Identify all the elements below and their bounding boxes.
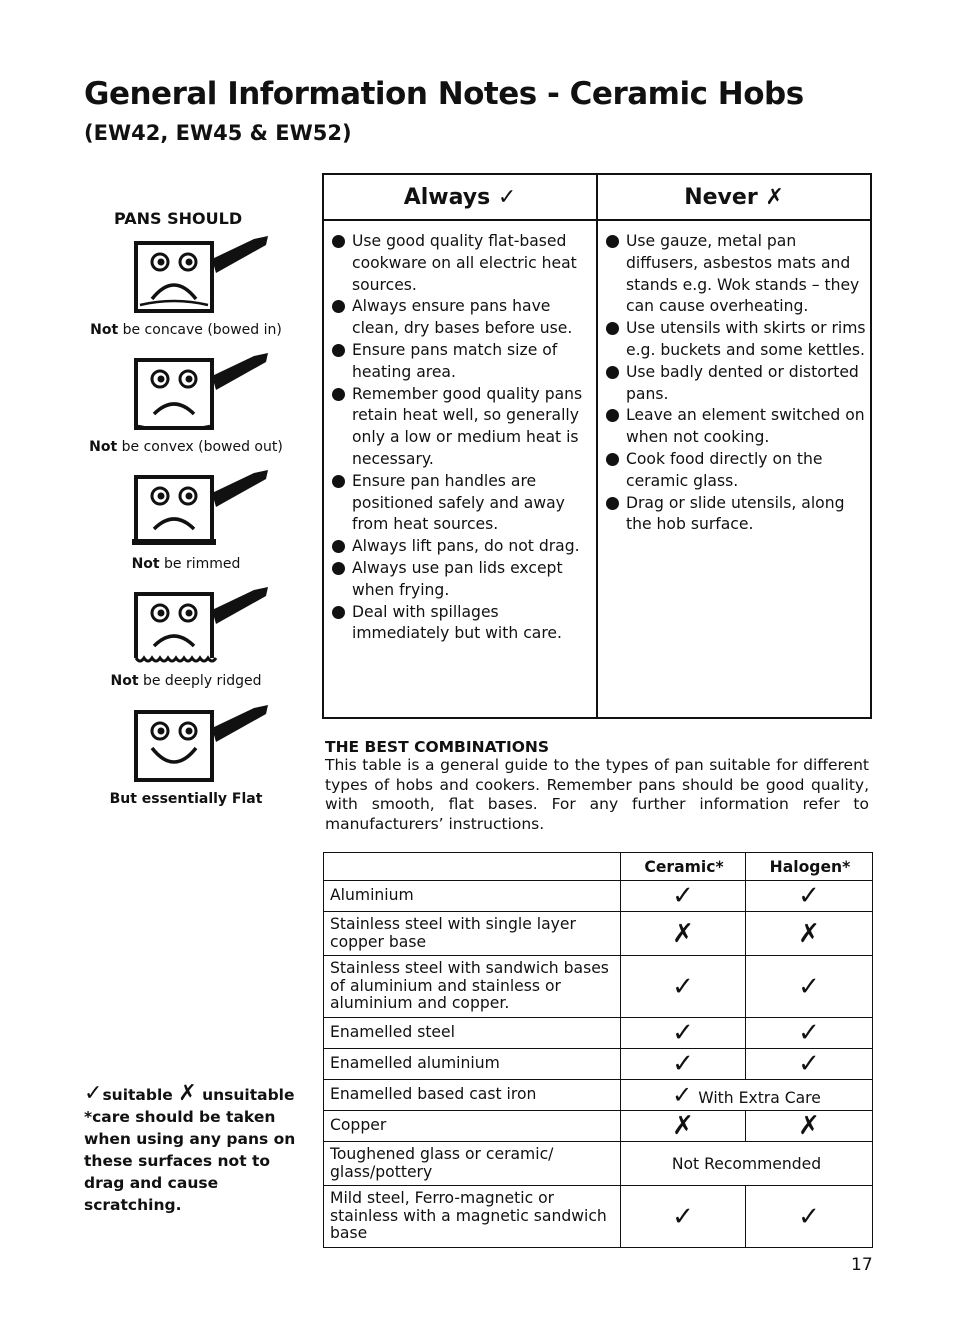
never-header: Never ✗ (597, 174, 871, 220)
table-row: Enamelled steel ✓ ✓ (324, 1018, 873, 1049)
check-icon: ✓ (746, 956, 873, 1018)
pan-caption: Not be deeply ridged (110, 673, 262, 689)
never-item: Drag or slide utensils, along the hob surface. (606, 493, 866, 537)
header-ceramic: Ceramic* (621, 853, 746, 881)
legend-note: *care should be taken when using any pans on these surfaces not to drag and cause scratching. (84, 1108, 296, 1214)
check-icon: ✓ (746, 1018, 873, 1049)
not-recommended: Not Recommended (621, 1142, 873, 1186)
never-item: Use utensils with skirts or rims e.g. buckets and some kettles. (606, 318, 866, 362)
page-subtitle: (EW42, EW45 & EW52) (84, 121, 352, 145)
check-icon: ✓ (621, 1186, 746, 1248)
always-item: Ensure pan handles are positioned safely and away from heat sources. (332, 471, 592, 536)
header-halogen: Halogen* (746, 853, 873, 881)
header-blank (324, 853, 621, 881)
table-row: Enamelled aluminium ✓ ✓ (324, 1049, 873, 1080)
cross-icon: ✗ (178, 1081, 197, 1106)
check-icon: ✓ (746, 1049, 873, 1080)
with-extra-care: ✓ With Extra Care (621, 1080, 873, 1111)
pan-caption: Not be concave (bowed in) (90, 322, 282, 338)
convex-pan-icon (132, 350, 268, 430)
never-item: Cook food directly on the ceramic glass. (606, 449, 866, 493)
table-row: Stainless steel with sandwich bases of aluminium and stainless or aluminium and copper. ✓ ✓ (324, 956, 873, 1018)
pan-caption: Not be convex (bowed out) (89, 439, 283, 455)
always-item: Deal with spillages immediately but with care. (332, 602, 592, 646)
table-row: Copper ✗ ✗ (324, 1111, 873, 1142)
pans-heading: PANS SHOULD (114, 209, 243, 228)
pan-suitability-table (323, 852, 873, 1248)
happy-pan-icon (132, 702, 268, 782)
check-icon: ✓ (746, 881, 873, 912)
check-icon: ✓ (621, 881, 746, 912)
table-row: Enamelled based cast iron ✓ With Extra Care (324, 1080, 873, 1111)
table-row: Mild steel, Ferro-magnetic or stainless with a magnetic sandwich base ✓ ✓ (324, 1186, 873, 1248)
always-item: Always ensure pans have clean, dry bases before use. (332, 296, 592, 340)
page-title: General Information Notes - Ceramic Hobs (84, 76, 804, 112)
rimmed-pan-icon (132, 467, 268, 547)
always-item: Remember good quality pans retain heat well, so generally only a low or medium heat is necessary. (332, 384, 592, 471)
concave-pan-icon (132, 233, 268, 313)
pan-caption: But essentially Flat (109, 791, 263, 807)
check-icon: ✓ (621, 956, 746, 1018)
best-combinations (325, 738, 869, 834)
always-never-table (322, 173, 872, 719)
check-icon: ✓ (621, 1018, 746, 1049)
always-item: Use good quality flat-based cookware on all electric heat sources. (332, 231, 592, 296)
always-column (323, 220, 597, 718)
never-item: Use badly dented or distorted pans. (606, 362, 866, 406)
never-item: Leave an element switched on when not cooking. (606, 405, 866, 449)
always-item: Ensure pans match size of heating area. (332, 340, 592, 384)
always-item: Always use pan lids except when frying. (332, 558, 592, 602)
page-number: 17 (851, 1255, 873, 1275)
legend-suitable: suitable (102, 1086, 173, 1104)
check-icon: ✓ (621, 1049, 746, 1080)
legend (84, 1083, 304, 1216)
never-column (597, 220, 871, 718)
ridged-pan-icon (132, 584, 268, 666)
always-header: Always ✓ (323, 174, 597, 220)
never-item: Use gauze, metal pan diffusers, asbestos mats and stands e.g. Wok stands – they can cause overheating. (606, 231, 866, 318)
combinations-text: This table is a general guide to the types of pan suitable for different types of hobs and cookers. Remember pans should be good quality, with smooth, flat bases. For any further information refer to manufacturers’ instructions. (325, 756, 869, 833)
combinations-heading: THE BEST COMBINATIONS (325, 738, 550, 756)
cross-icon: ✗ (621, 1111, 746, 1142)
cross-icon: ✗ (746, 1111, 873, 1142)
check-icon: ✓ (672, 1081, 693, 1109)
pan-caption: Not be rimmed (131, 556, 241, 572)
table-row: Aluminium ✓ ✓ (324, 881, 873, 912)
check-icon: ✓ (84, 1081, 103, 1106)
cross-icon: ✗ (621, 912, 746, 956)
legend-unsuitable: unsuitable (202, 1086, 295, 1104)
check-icon: ✓ (746, 1186, 873, 1248)
cross-icon: ✗ (746, 912, 873, 956)
table-row: Toughened glass or ceramic/ glass/pottery Not Recommended (324, 1142, 873, 1186)
always-item: Always lift pans, do not drag. (332, 536, 592, 558)
table-row: Stainless steel with single layer copper base ✗ ✗ (324, 912, 873, 956)
